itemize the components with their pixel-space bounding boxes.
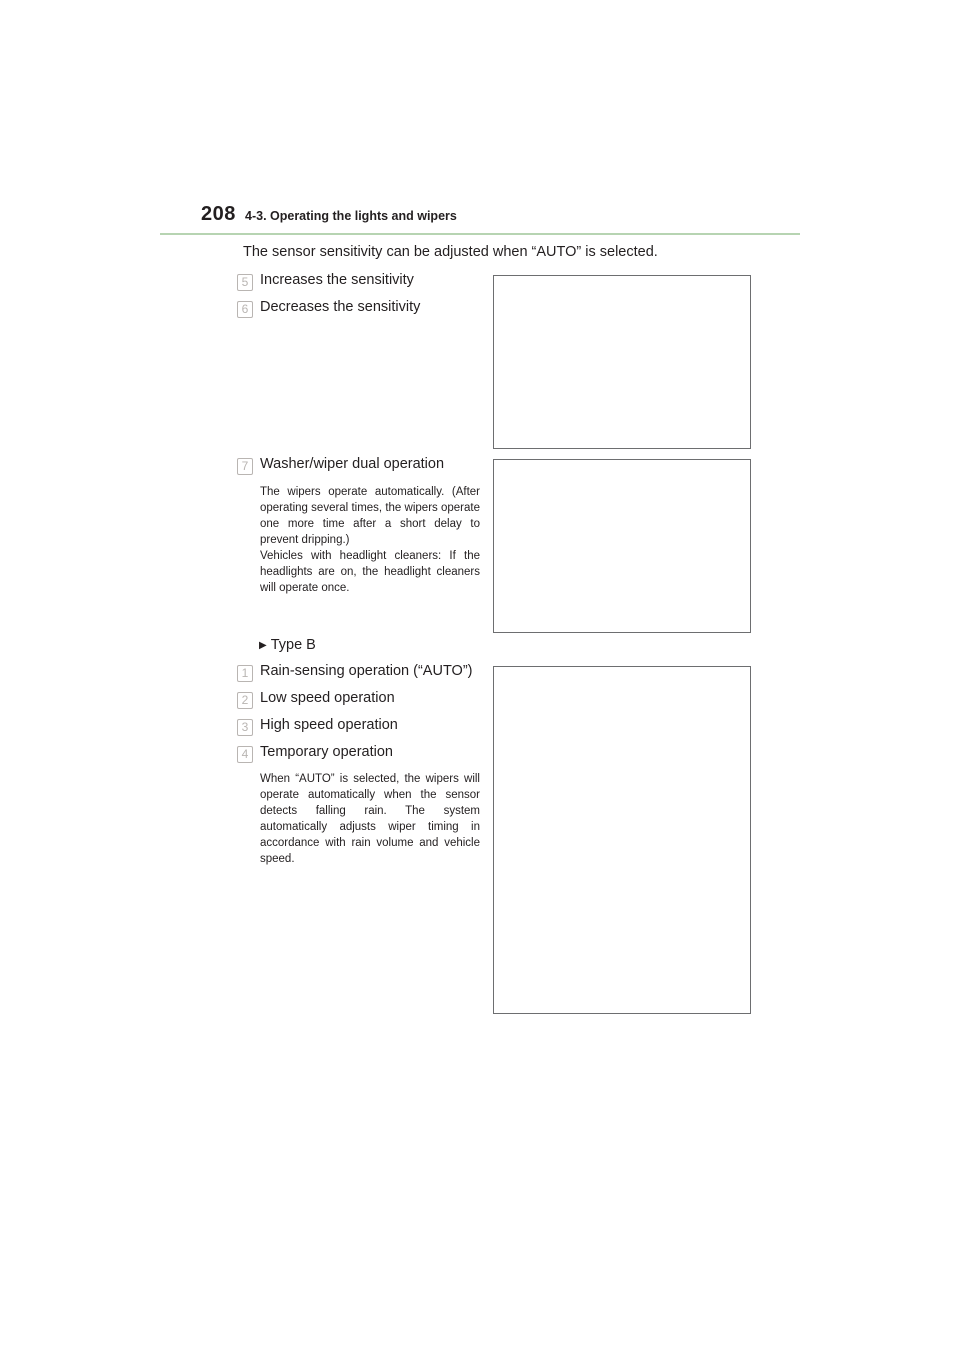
header-divider bbox=[160, 233, 800, 235]
item-label-low-speed: Low speed operation bbox=[260, 690, 395, 706]
callout-number-4: 4 bbox=[237, 746, 253, 763]
washer-figure bbox=[493, 459, 751, 633]
callout-number-5: 5 bbox=[237, 274, 253, 291]
type-b-figure bbox=[493, 666, 751, 1014]
rain-sensing-note: When “AUTO” is selected, the wipers will operate automatically when the sensor detects falling rain. The system automatically adjusts wiper timing in accordance with rain volume and vehicle speed. bbox=[260, 773, 480, 865]
callout-number-2: 2 bbox=[237, 692, 253, 709]
item-label-high-speed: High speed operation bbox=[260, 717, 398, 733]
item-label-increase-sensitivity: Increases the sensitivity bbox=[260, 272, 414, 288]
type-b-label: Type B bbox=[270, 637, 316, 653]
intro-text: The sensor sensitivity can be adjusted when “AUTO” is selected. bbox=[243, 244, 658, 260]
washer-wiper-note-line: The wipers operate automatically. (After operating several times, the wipers operate one more time after a short delay to prevent dripping.) bbox=[260, 486, 480, 546]
callout-number-7: 7 bbox=[237, 458, 253, 475]
callout-number-6: 6 bbox=[237, 301, 253, 318]
item-label-decrease-sensitivity: Decreases the sensitivity bbox=[260, 299, 421, 315]
item-label-rain-sensing: Rain-sensing operation (“AUTO”) bbox=[260, 663, 473, 679]
page-number: 208 bbox=[201, 203, 236, 225]
item-label-temporary: Temporary operation bbox=[260, 744, 393, 760]
item-label-washer-wiper: Washer/wiper dual operation bbox=[260, 456, 445, 472]
triangle-arrow-icon: ▶ bbox=[259, 640, 267, 651]
callout-number-1: 1 bbox=[237, 665, 253, 682]
section-title: 4-3. Operating the lights and wipers bbox=[245, 209, 457, 223]
callout-number-3: 3 bbox=[237, 719, 253, 736]
type-b-heading bbox=[259, 637, 316, 653]
washer-wiper-note bbox=[260, 484, 480, 596]
washer-wiper-note-line: Vehicles with headlight cleaners: If the headlights are on, the headlight cleaners will operate once. bbox=[260, 550, 480, 594]
sensitivity-figure bbox=[493, 275, 751, 449]
